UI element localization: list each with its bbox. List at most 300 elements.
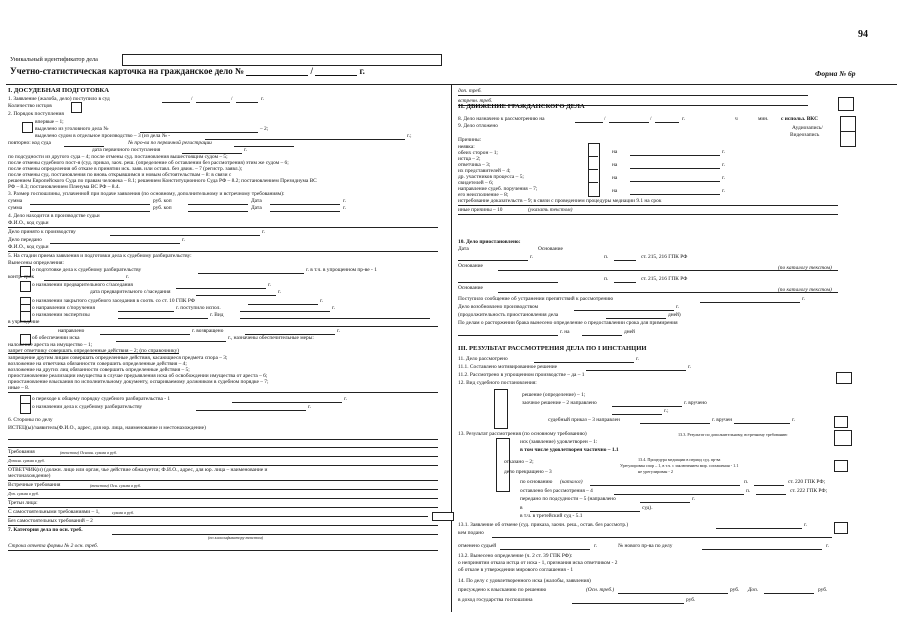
l2i: после отмены суд. постановления по вновь открывшимся и новым обстоятельствам – 8: в связи с: [8, 172, 232, 178]
r10h-field[interactable]: [606, 313, 666, 319]
r13-3-box[interactable]: [834, 430, 852, 446]
r13-2b: об отказе в утверждении мирового соглашения - 1: [458, 567, 574, 573]
l1-suffix: г.: [261, 96, 264, 102]
r12a: решение (определение) – 1;: [522, 392, 586, 398]
l3b-suffix: г.: [343, 205, 346, 211]
r10g-suffix: г.: [676, 304, 679, 310]
l3a-date: Дата: [251, 198, 262, 204]
l5f: о назначении закрытого судебного заседания в соотв. со ст. 10 ГПК РФ: [32, 298, 195, 304]
l5g: о направлении с/поручения: [32, 305, 95, 311]
r13-note: 13.3. Результат по дополнительному, встречному требованию: [678, 432, 788, 437]
r10c: Основание: [458, 263, 483, 269]
r10d-st: ст. 215, 216 ГПК РФ: [641, 276, 688, 282]
l5f-field[interactable]: [248, 299, 318, 305]
r11-1-suffix: г.: [688, 364, 691, 370]
r12d-field2[interactable]: [734, 418, 790, 424]
l7b: Строка отчета формы № 2 осн. треб.: [8, 543, 99, 549]
r13h-suffix: суд).: [642, 505, 653, 511]
r8-ch: ч: [735, 116, 738, 122]
l3b: сумма: [8, 205, 23, 211]
r14a-field[interactable]: [618, 588, 728, 594]
l6g: Доп. сумма в руб.: [8, 491, 39, 496]
r11-1: 11.1. Составлено мотивированное решение: [458, 364, 558, 370]
l6h-rule: [8, 507, 438, 508]
l7-rule: [112, 534, 438, 535]
l6c-rule: [8, 465, 438, 466]
r13-1c-field[interactable]: [500, 544, 590, 550]
r13g-suffix: г.: [692, 496, 695, 502]
l4b: Дело принято к производству: [8, 229, 76, 235]
r9: 9. Дело отложено: [458, 123, 498, 129]
third-party-box[interactable]: [432, 512, 454, 521]
r13-1c-suffix: г.: [826, 543, 829, 549]
r9c: обеих сторон – 1;: [458, 150, 498, 156]
l5c-field[interactable]: [44, 275, 124, 281]
r14: 14. По делу с удовлетворенного иска (жалобы, заявления): [458, 578, 591, 584]
r12d: судебный приказ – 3 направлен: [548, 417, 620, 423]
r9-date-4[interactable]: [630, 189, 720, 195]
r12b-field[interactable]: [612, 401, 682, 407]
l5g-suffix: г.: [332, 305, 335, 311]
l7: 7. Категория дела по осн. треб.: [8, 527, 83, 533]
r13e: по основанию: [520, 479, 553, 485]
r10g-field[interactable]: [574, 305, 674, 311]
l5t-field[interactable]: [232, 397, 342, 403]
case-year-field[interactable]: [315, 67, 357, 76]
l5d-box[interactable]: [20, 281, 31, 292]
l5t-suffix: г.: [344, 396, 347, 402]
r13a: иск (заявление) удовлетворен – 1:: [520, 439, 598, 445]
l5g-mid: г. поступило испол.: [176, 305, 221, 311]
l5e: дата предварительного с/заседания: [90, 289, 171, 295]
l5j-mid: г. возвращено: [192, 328, 224, 334]
r10g: Дело возобновлено производством: [458, 304, 539, 310]
l2b-suffix: – 2;: [260, 126, 269, 132]
l5u: о назначении дела к судебному разбирательству: [32, 404, 143, 410]
vks-box[interactable]: [840, 116, 856, 132]
l5d-suffix: г.: [268, 282, 271, 288]
r9-na-3: на: [612, 175, 618, 181]
l5k-suffix: г., назначены обеспечительные меры:: [228, 335, 314, 341]
l3b-date-field[interactable]: [270, 206, 340, 212]
l5s-rule: [8, 392, 438, 393]
plaintiff-count-box[interactable]: [71, 102, 82, 113]
l5j-suffix: г.: [337, 328, 340, 334]
l4c: Дело передано: [8, 237, 42, 243]
l2a: впервые – 1;: [35, 119, 64, 125]
r13e-p-field[interactable]: [754, 480, 784, 486]
r14a: присуждено к взысканию по решению: [458, 587, 547, 593]
r13e-p: п.: [744, 479, 749, 485]
l4a: Ф.И.О., код судьи: [8, 220, 49, 226]
r9g: др. участников процесса – 5;: [458, 174, 524, 180]
l2f: по подсудности из другого суда – 4; после отмены суд. постановления вышестоящим судом – 5;: [8, 154, 228, 160]
l2h: после отмены определения об отказе в принятии иск. заяв. или оставл. без движ. – 7 (регистр. заявл.);: [8, 166, 243, 172]
r13f-st: ст. 222 ГПК РФ;: [790, 488, 828, 494]
l4b-field[interactable]: [110, 230, 260, 236]
l3a-sum[interactable]: [30, 199, 150, 205]
l5t: о переходе к общему порядку судебного разбирательства - 1: [32, 396, 171, 402]
uid-field[interactable]: [122, 54, 442, 66]
r10h-suffix: дней): [668, 312, 681, 318]
r10f-field[interactable]: [700, 297, 800, 303]
l4d: Ф.И.О., код судьи: [8, 244, 49, 250]
r13-1c: отменено судьей: [458, 543, 497, 549]
r0a: доп. треб.: [458, 88, 482, 94]
l5q: приостановление реализации имущества в случае предъявления иска об освобождении имущества от ареста – 6;: [8, 373, 268, 379]
decision-type-box[interactable]: [494, 389, 508, 429]
r11-field[interactable]: [534, 357, 634, 363]
uid-label: Уникальный идентификатор дела: [10, 56, 98, 63]
r9-g-1: г.: [722, 149, 725, 155]
r9j: его неисполнение – 8;: [458, 192, 509, 198]
l5j-field[interactable]: [100, 329, 190, 335]
r10b-date[interactable]: [458, 255, 528, 261]
r14b-suffix: руб.: [686, 597, 696, 603]
r13-1c-field2[interactable]: [702, 544, 822, 550]
r14a-mid: руб.: [730, 587, 740, 593]
r13-2: 13.2. Вынесено определение (ч. 2 ст. 39 ГПК РФ):: [458, 553, 573, 559]
r9-video: Видеозапись: [790, 132, 820, 138]
section-2-title: II. ДВИЖЕНИЕ ГРАЖДАНСКОГО ДЕЛА: [458, 103, 585, 110]
r10j-date[interactable]: [458, 330, 558, 336]
l5u-box[interactable]: [20, 403, 31, 414]
l5b: о подготовке дела к судебному разбирательству: [32, 267, 142, 273]
r13-4-box[interactable]: [834, 460, 848, 472]
r9h: свидетелей – 6;: [458, 180, 494, 186]
r8-min: мин.: [758, 116, 769, 122]
l6i-rule: [8, 516, 428, 517]
r9-na-2: на: [612, 162, 618, 168]
r12c: г.;: [664, 408, 669, 414]
l4c-field[interactable]: [50, 238, 180, 244]
r10b: г.: [530, 254, 533, 260]
r12d-field[interactable]: [640, 418, 710, 424]
r13f-p: п.: [746, 488, 751, 494]
r10d-p-field[interactable]: [614, 277, 636, 283]
l5p: возложение на других лиц обязанности совершить определенные действия – 5;: [8, 367, 190, 373]
r10a-mid: Основание: [538, 246, 563, 252]
l4: 4. Дело находится в производстве судьи: [8, 213, 100, 219]
r9a: Причины:: [458, 137, 482, 143]
card-title-text: Учетно-статистическая карточка на гражданское дело №: [10, 66, 244, 76]
reason-box[interactable]: [588, 143, 600, 197]
r10: 10. Дело приостановлено:: [458, 239, 521, 245]
r9-g-3: г.: [722, 175, 725, 181]
l3: 3. Размер госпошлины, уплаченной при подаче заявления (по основному, дополнительному и встречному требованиям):: [8, 191, 285, 197]
audio-video-box[interactable]: [840, 131, 856, 147]
r14b: в доход государства госпошлина: [458, 597, 533, 603]
section-1-title: I. ДОСУДЕБНАЯ ПОДГОТОВКА: [8, 87, 110, 94]
r9-na-4: на: [612, 188, 618, 194]
r9e: ответчика – 3;: [458, 162, 491, 168]
r10a: Дата: [458, 246, 469, 252]
r9-na-1: на: [612, 149, 618, 155]
l5k-field[interactable]: [116, 336, 226, 342]
l2: 2. Порядок поступления: [8, 111, 64, 117]
r13-1-field[interactable]: [716, 523, 802, 529]
r9l: иные причины – 10: [458, 207, 503, 213]
r13-1-box[interactable]: [834, 522, 848, 534]
column-divider: [451, 84, 452, 612]
l3b-kop[interactable]: [188, 206, 248, 212]
r13e-field[interactable]: [590, 480, 740, 486]
r10b-st: ст. 215, 216 ГПК РФ: [641, 254, 688, 260]
r11-suffix: г.: [636, 356, 639, 362]
l6j: Без самостоятельных требований – 2: [8, 518, 93, 524]
l5a: Вынесены определения:: [8, 260, 64, 266]
l5u-field[interactable]: [196, 405, 306, 411]
l2c-field[interactable]: [205, 134, 405, 140]
l6b-note: (текстом) Основн. сумма в руб.: [60, 450, 118, 455]
l6f-note: (текстом) Осн. сумма в руб.: [90, 483, 142, 488]
l5r: приостановление взыскания по исполнительному документу, оспариваемому должником в судебном порядке – 7;: [8, 379, 269, 385]
l4d-rule: [8, 251, 438, 252]
l6d: ОТВЕТЧИК(и) (должн. лицо или орган, чье действие обжалуется; Ф.И.О., адрес, для юр. лица – наименование и: [8, 467, 268, 473]
l3b-date: Дата: [251, 205, 262, 211]
l1: 1. Заявление (жалоба, дело) поступило в суд: [8, 96, 110, 102]
l5g-field[interactable]: [118, 306, 174, 312]
l5f-suffix: г.: [320, 298, 323, 304]
page-number: 94: [858, 29, 868, 40]
r10j-suffix: дней: [624, 329, 635, 335]
r0-box[interactable]: [838, 97, 854, 111]
r14a-field2[interactable]: [764, 588, 814, 594]
plaintiff-count-label: Количество истцов: [8, 103, 52, 109]
r13c: отказано – 2;: [504, 459, 534, 465]
r10j: г. на: [560, 329, 570, 335]
r9-g-2: г.: [722, 162, 725, 168]
r13g-field[interactable]: [640, 497, 690, 503]
card-title: [10, 67, 365, 76]
r0a-rule: [458, 95, 808, 96]
r11-2: 11.2. Рассмотрено в упрощенном производстве – да – 1: [458, 372, 585, 378]
r13c-note3: не урегулирован - 2: [638, 469, 673, 474]
l7b-rule: [8, 550, 438, 551]
r13e-note: (каталог): [560, 479, 583, 485]
simplified-box[interactable]: [836, 372, 852, 384]
r8-year[interactable]: [655, 117, 679, 123]
r13f-p-field[interactable]: [756, 489, 786, 495]
r10e: Основание: [458, 285, 483, 291]
r13c-note1: 13.4. Процедура медиации в период суд. пр-ва: [638, 457, 721, 462]
r13-1b-rule: [492, 537, 832, 538]
l5e-field[interactable]: [196, 290, 276, 296]
l4-rule: [8, 227, 438, 228]
l6: 6. Стороны по делу: [8, 417, 53, 423]
r12-box[interactable]: [834, 416, 848, 428]
l2d-field[interactable]: [234, 141, 294, 147]
r12b: заочное решение – 2 направлено: [522, 400, 597, 406]
r13e-st: ст. 220 ГПК РФ;: [788, 479, 826, 485]
l5h: о назначении экспертизы: [32, 312, 90, 318]
l6a: ИСТЕЦ(ы)/заявитель(Ф.И.О., адрес, для юр. лица, наименование и местонахождение): [8, 425, 206, 431]
r0b: встречн. треб.: [458, 98, 493, 104]
l5e-suffix: г.: [278, 289, 281, 295]
r13: 13. Результат рассмотрения (по основному требованию): [458, 431, 587, 437]
l2c: выделено судом в отдельное производство – 3 (из дела № -: [35, 133, 171, 139]
r8-month[interactable]: [609, 117, 649, 123]
l5b-suffix: г. в т.ч. в упрощенном пр-ве - 1: [306, 267, 377, 273]
l3a-date-field[interactable]: [270, 199, 340, 205]
r9l-note: (указать текстом): [528, 207, 573, 213]
title-slash: /: [310, 66, 314, 76]
r13-2a: о непринятии отказа истца от иска - 1, признания иска ответчиком - 2: [458, 560, 618, 566]
l4c-suffix: г.: [182, 237, 185, 243]
l5n: запрещение другим лицам совершать определенные действия, касающиеся предмета спора – 3;: [8, 355, 228, 361]
r12d-mid: г. вручен: [712, 417, 733, 423]
l5u-suffix: г.: [308, 404, 311, 410]
title-year: г.: [359, 66, 365, 76]
r9d: истца – 2;: [458, 156, 481, 162]
r14a-dop: Доп.: [748, 587, 759, 593]
r10d-date[interactable]: [458, 277, 558, 283]
l5o: возложение на ответчика обязанности совершить определенные действия – 4;: [8, 361, 187, 367]
l1-year[interactable]: [236, 97, 258, 103]
l2e-suffix: г.: [244, 147, 247, 153]
r10f-suffix: г.: [802, 296, 805, 302]
r10c-note: (по каталогу текстом): [778, 265, 832, 271]
r10d-p: п.: [604, 276, 609, 282]
l5g-field2[interactable]: [240, 306, 330, 312]
r13c-note2: Урегулирован спор – 1, в т.ч. с заключением мир. соглашения - 1.1: [620, 463, 739, 468]
l5j: направлено: [58, 328, 85, 334]
l5d-field[interactable]: [176, 283, 266, 289]
case-number-field[interactable]: [246, 67, 308, 76]
l6a-rule1: [8, 439, 438, 440]
l6b: Требования: [8, 449, 35, 455]
r9k-rule: [458, 205, 838, 206]
l2c-suffix: г.;: [407, 133, 412, 139]
r11-1-field[interactable]: [586, 365, 686, 371]
r9k: истребование доказательств – 9; в связи с проведением процедуры медиации 9.1 на срок: [458, 198, 662, 204]
r13-1b: кем подано: [458, 530, 484, 536]
order-box[interactable]: [22, 122, 33, 133]
r9f: их представителей – 4;: [458, 168, 511, 174]
l6c: Дополн. сумма в руб.: [8, 458, 45, 463]
l2e: дата первичного поступления: [92, 147, 161, 153]
r8: 8. Дело назначено к рассмотрению на: [458, 116, 545, 122]
r11: 11. Дело рассмотрено: [458, 356, 508, 362]
l6a-rule2: [8, 447, 438, 448]
l5c: контр. срок: [8, 274, 35, 280]
l6e: местонахождение): [8, 473, 51, 479]
r13f: оставлено без рассмотрения – 4: [520, 488, 593, 494]
l2d: повторно: код суда: [8, 140, 51, 146]
l5l: наложение ареста на имущество – 1;: [8, 342, 93, 348]
r10b-p: п.: [604, 254, 609, 260]
l5c-suffix: г.: [126, 274, 129, 280]
l2j: решением Европейского Суда по правам человека – 8.1; решением Конституционного Суда РФ – 8.2; постановлением Президиума ВС: [8, 178, 317, 184]
r12d-suffix: г.: [792, 417, 795, 423]
l5m: запрет ответчику совершать определенные действия – 2; (по справочнику): [8, 348, 180, 354]
r13-1c-no: № нового пр-ва по делу: [618, 543, 673, 549]
r13-1c-mid: г.: [594, 543, 597, 549]
r9-date-3[interactable]: [630, 176, 720, 182]
l6f-rule: [8, 489, 438, 490]
r14a-suffix: руб.: [818, 587, 828, 593]
section-3-title: III. РЕЗУЛЬТАТ РАССМОТРЕНИЯ ДЕЛА ПО I ИНСТАНЦИИ: [458, 345, 647, 352]
r9l-rule: [458, 214, 838, 215]
r10b-p-field[interactable]: [614, 255, 636, 261]
l2d-mid: № про-ва по первичной регистрации: [128, 140, 212, 146]
l6i: С самостоятельными требованиями – 1,: [8, 509, 100, 515]
r13-1-suffix: г.: [804, 522, 807, 528]
r12: 12. Вид судебного постановления:: [458, 380, 537, 386]
l6i-note: сумма в руб.: [112, 510, 134, 515]
r13i: в т.ч. в третейский суд - 5.1: [520, 513, 583, 519]
r9-audio: Аудиозапись/: [792, 125, 823, 131]
r9-date-1[interactable]: [630, 150, 720, 156]
r13f-field[interactable]: [614, 489, 744, 495]
l5: 5. На стадии приема заявления и подготовки дела к судебному разбирательству:: [8, 253, 192, 259]
r13d: дело прекращено – 3: [504, 469, 552, 475]
l2b: выделено из уголовного дела №: [35, 126, 109, 132]
r13h-field[interactable]: [530, 506, 640, 512]
l6f: Встречные требования: [8, 482, 61, 488]
r10f: Поступило сообщение об устранении препятствий к рассмотрению: [458, 296, 614, 302]
r9i: направление судеб. поручения – 7;: [458, 186, 538, 192]
l6b-rule: [8, 456, 438, 457]
l5s: иные – 8.: [8, 385, 30, 391]
r13h: в: [520, 505, 523, 511]
r12b-suffix: г. вручено: [684, 400, 707, 406]
r10h: (продолжительность приостановления дела: [458, 312, 559, 318]
r8-y: г.: [682, 116, 685, 122]
r13-1: 13.1. Заявление об отмене (суд. приказа, заочн. реш., остав. без рассмотр.): [458, 522, 629, 528]
r14a-note: (Осн. треб.): [586, 587, 615, 593]
l5i: в учреждение: [8, 319, 40, 325]
r9b: неявка:: [458, 144, 475, 150]
l1-month[interactable]: [196, 97, 230, 103]
r9-date-2[interactable]: [630, 163, 720, 169]
l1-day[interactable]: [162, 97, 190, 103]
l2k: РФ – 8.3; постановлением Пленума ВС РФ – 8.4.: [8, 184, 120, 190]
r14b-field[interactable]: [572, 598, 684, 604]
l6e-rule: [8, 480, 438, 481]
l3b-sum[interactable]: [30, 206, 150, 212]
l5i-rule: [8, 326, 438, 327]
l6g-rule: [8, 498, 438, 499]
l3a-kop[interactable]: [188, 199, 248, 205]
r10j-field[interactable]: [582, 330, 622, 336]
r10i: По делам о расторжении брака вынесено определение о предоставлении срока для примирения: [458, 320, 678, 326]
r13b: в том числе удовлетворен частично – 1.1: [520, 447, 619, 453]
r8-day[interactable]: [575, 117, 603, 123]
l5b-field[interactable]: [198, 268, 304, 274]
l6j-rule: [8, 525, 438, 526]
l3b-mid: руб. коп: [153, 205, 172, 211]
l7-note: (по классификатору текстом): [208, 535, 264, 540]
l6h: Третьи лица:: [8, 500, 38, 506]
r12c-field[interactable]: [612, 409, 662, 415]
l2g: после отмены судебного пост-я (суд. приказ, заоч. реш. (определение об оставлении без рассмотрения) этим же судом – 6;: [8, 160, 289, 166]
l5k: об обеспечении иска: [32, 335, 80, 341]
r10e-note: (по каталогу текстом): [778, 287, 832, 293]
l5d: о назначении предварительного с/заседания: [32, 282, 133, 288]
l5h-type[interactable]: [240, 313, 430, 319]
l5h-suffix: г. Вид: [210, 312, 224, 318]
l3a: сумма: [8, 198, 23, 204]
r13g: передано по подсудности – 5 (направлено: [520, 496, 616, 502]
form-number: Форма № 6р: [815, 69, 856, 78]
l5h-field[interactable]: [118, 313, 208, 319]
l4b-suffix: г.: [262, 229, 265, 235]
r9-g-4: г.: [722, 188, 725, 194]
l3a-mid: руб. коп: [153, 198, 172, 204]
l3a-suffix: г.: [343, 198, 346, 204]
r8-vks: с использ. ВКС: [781, 116, 818, 122]
